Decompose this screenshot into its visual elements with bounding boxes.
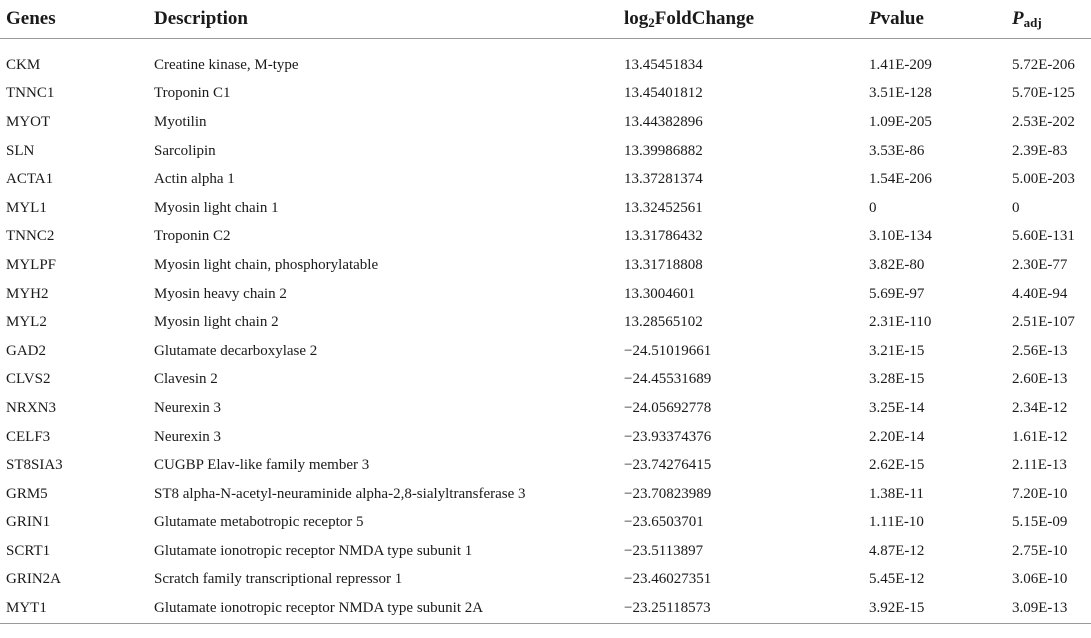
header-log2-fold-change — [618, 0, 863, 39]
cell-description: Glutamate metabotropic receptor 5 — [154, 514, 364, 531]
cell-pvalue: 1.38E-11 — [869, 485, 924, 502]
cell-padj: 3.09E-13 — [1012, 600, 1068, 617]
cell-log2-fold-change: −23.46027351 — [624, 571, 712, 588]
table-row — [0, 137, 1091, 166]
cell-log2-fold-change: 13.28565102 — [624, 314, 703, 331]
cell-gene: ACTA1 — [6, 171, 54, 188]
cell-description: Myosin light chain 1 — [154, 199, 279, 216]
cell-log2-fold-change: 13.44382896 — [624, 113, 703, 130]
table-row — [0, 337, 1091, 366]
header-log-prefix: log — [624, 7, 649, 29]
cell-padj: 0 — [1012, 199, 1020, 216]
cell-pvalue: 5.45E-12 — [869, 571, 925, 588]
cell-gene: MYH2 — [6, 285, 49, 302]
cell-pvalue: 3.28E-15 — [869, 371, 925, 388]
cell-pvalue: 4.87E-12 — [869, 542, 925, 559]
table-row — [0, 223, 1091, 252]
cell-log2-fold-change: 13.31786432 — [624, 228, 703, 245]
cell-pvalue: 2.20E-14 — [869, 428, 925, 445]
cell-gene: CKM — [6, 56, 41, 73]
cell-log2-fold-change: 13.45401812 — [624, 85, 703, 102]
table-row — [0, 537, 1091, 566]
cell-pvalue: 3.82E-80 — [869, 256, 925, 273]
table-row — [0, 423, 1091, 452]
cell-log2-fold-change: −24.51019661 — [624, 342, 712, 359]
cell-pvalue: 3.53E-86 — [869, 142, 925, 159]
cell-gene: TNNC2 — [6, 228, 55, 245]
table-row — [0, 394, 1091, 423]
cell-log2-fold-change: −23.5113897 — [624, 542, 704, 559]
cell-gene: ST8SIA3 — [6, 457, 63, 474]
cell-padj: 2.60E-13 — [1012, 371, 1068, 388]
cell-padj: 5.70E-125 — [1012, 85, 1075, 102]
cell-pvalue: 3.25E-14 — [869, 399, 925, 416]
cell-gene: GRIN2A — [6, 571, 61, 588]
table-row — [0, 251, 1091, 280]
footer-rule-row — [0, 624, 1091, 625]
cell-log2-fold-change: 13.37281374 — [624, 171, 703, 188]
header-log-suffix: FoldChange — [654, 7, 755, 29]
table-row — [0, 509, 1091, 538]
cell-description: Troponin C1 — [154, 85, 231, 102]
table-spacer-cell — [0, 39, 1091, 52]
header-description: Description — [148, 0, 618, 39]
cell-log2-fold-change: 13.45451834 — [624, 56, 703, 73]
cell-description: ST8 alpha-N-acetyl-neuraminide alpha-2,8-sialyltransferase 3 — [154, 485, 526, 502]
cell-padj: 2.34E-12 — [1012, 399, 1068, 416]
header-pvalue-italic: P — [869, 8, 881, 29]
cell-padj: 2.51E-107 — [1012, 314, 1075, 331]
cell-gene: MYOT — [6, 113, 51, 130]
table-row — [0, 80, 1091, 109]
cell-description: Myosin light chain 2 — [154, 314, 279, 331]
cell-description: Glutamate decarboxylase 2 — [154, 342, 318, 359]
cell-description: Neurexin 3 — [154, 428, 222, 445]
cell-pvalue: 3.92E-15 — [869, 600, 925, 617]
cell-gene: GRM5 — [6, 485, 48, 502]
cell-gene: MYT1 — [6, 600, 47, 617]
header-pvalue — [863, 0, 1006, 39]
header-genes: Genes — [0, 0, 148, 39]
cell-pvalue: 3.51E-128 — [869, 85, 932, 102]
cell-padj: 2.39E-83 — [1012, 142, 1068, 159]
cell-padj: 2.75E-10 — [1012, 542, 1068, 559]
cell-pvalue: 0 — [869, 199, 877, 216]
cell-padj: 5.60E-131 — [1012, 228, 1075, 245]
cell-pvalue: 2.62E-15 — [869, 457, 925, 474]
table-spacer — [0, 39, 1091, 52]
cell-description: Myosin heavy chain 2 — [154, 285, 287, 302]
table-row — [0, 366, 1091, 395]
cell-log2-fold-change: −24.05692778 — [624, 399, 712, 416]
cell-padj: 5.15E-09 — [1012, 514, 1068, 531]
cell-description: Neurexin 3 — [154, 399, 222, 416]
table-row — [0, 451, 1091, 480]
table-row — [0, 280, 1091, 309]
cell-log2-fold-change: 13.39986882 — [624, 142, 703, 159]
cell-gene: MYLPF — [6, 256, 57, 273]
cell-pvalue: 1.54E-206 — [869, 171, 932, 188]
cell-gene: CLVS2 — [6, 371, 51, 388]
cell-log2-fold-change: 13.32452561 — [624, 199, 703, 216]
cell-gene: SCRT1 — [6, 542, 51, 559]
cell-description: CUGBP Elav-like family member 3 — [154, 457, 370, 474]
cell-gene: CELF3 — [6, 428, 51, 445]
cell-pvalue: 2.31E-110 — [869, 314, 932, 331]
cell-gene: MYL2 — [6, 314, 47, 331]
cell-padj: 2.53E-202 — [1012, 113, 1075, 130]
cell-description: Glutamate ionotropic receptor NMDA type subunit 1 — [154, 542, 473, 559]
cell-pvalue: 1.11E-10 — [869, 514, 924, 531]
table-header — [0, 0, 1091, 39]
cell-pvalue: 1.09E-205 — [869, 113, 932, 130]
cell-gene: GRIN1 — [6, 514, 51, 531]
cell-log2-fold-change: −23.74276415 — [624, 457, 712, 474]
cell-padj: 1.61E-12 — [1012, 428, 1068, 445]
cell-padj: 5.00E-203 — [1012, 171, 1075, 188]
table-footer — [0, 624, 1091, 625]
cell-description: Sarcolipin — [154, 142, 216, 159]
cell-pvalue: 1.41E-209 — [869, 56, 932, 73]
header-pvalue-rest: value — [880, 8, 924, 29]
header-log-subscript: 2 — [648, 14, 655, 30]
cell-description: Myosin light chain, phosphorylatable — [154, 256, 379, 273]
cell-log2-fold-change: 13.31718808 — [624, 256, 703, 273]
header-padj-italic: P — [1012, 7, 1024, 29]
header-padj-subscript: adj — [1023, 14, 1042, 30]
cell-log2-fold-change: −23.93374376 — [624, 428, 712, 445]
table-row — [0, 108, 1091, 137]
table-row — [0, 194, 1091, 223]
table-row — [0, 308, 1091, 337]
cell-log2-fold-change: −23.6503701 — [624, 514, 704, 531]
cell-log2-fold-change: −24.45531689 — [624, 371, 712, 388]
cell-description: Actin alpha 1 — [154, 171, 235, 188]
cell-description: Myotilin — [154, 113, 207, 130]
table-row — [0, 51, 1091, 80]
cell-gene: NRXN3 — [6, 399, 57, 416]
cell-description: Clavesin 2 — [154, 371, 218, 388]
cell-padj: 3.06E-10 — [1012, 571, 1068, 588]
header-padj — [1006, 0, 1091, 39]
cell-padj: 4.40E-94 — [1012, 285, 1068, 302]
table-row — [0, 480, 1091, 509]
cell-pvalue: 5.69E-97 — [869, 285, 925, 302]
table-row — [0, 594, 1091, 624]
cell-padj: 5.72E-206 — [1012, 56, 1075, 73]
cell-description: Troponin C2 — [154, 228, 231, 245]
cell-log2-fold-change: −23.25118573 — [624, 600, 711, 617]
cell-gene: GAD2 — [6, 342, 46, 359]
header-row — [0, 0, 1091, 39]
table-row — [0, 566, 1091, 595]
cell-padj: 2.56E-13 — [1012, 342, 1068, 359]
cell-log2-fold-change: 13.3004601 — [624, 285, 696, 302]
cell-description: Creatine kinase, M-type — [154, 56, 299, 73]
cell-log2-fold-change: −23.70823989 — [624, 485, 712, 502]
cell-padj: 7.20E-10 — [1012, 485, 1068, 502]
cell-gene: TNNC1 — [6, 85, 55, 102]
cell-description: Glutamate ionotropic receptor NMDA type subunit 2A — [154, 600, 484, 617]
cell-pvalue: 3.10E-134 — [869, 228, 932, 245]
table-body — [0, 39, 1091, 624]
cell-padj: 2.30E-77 — [1012, 256, 1068, 273]
cell-gene: MYL1 — [6, 199, 47, 216]
bottom-rule — [0, 624, 1091, 625]
cell-pvalue: 3.21E-15 — [869, 342, 925, 359]
cell-padj: 2.11E-13 — [1012, 457, 1067, 474]
cell-description: Scratch family transcriptional repressor 1 — [154, 571, 403, 588]
table-row — [0, 165, 1091, 194]
cell-gene: SLN — [6, 142, 35, 159]
